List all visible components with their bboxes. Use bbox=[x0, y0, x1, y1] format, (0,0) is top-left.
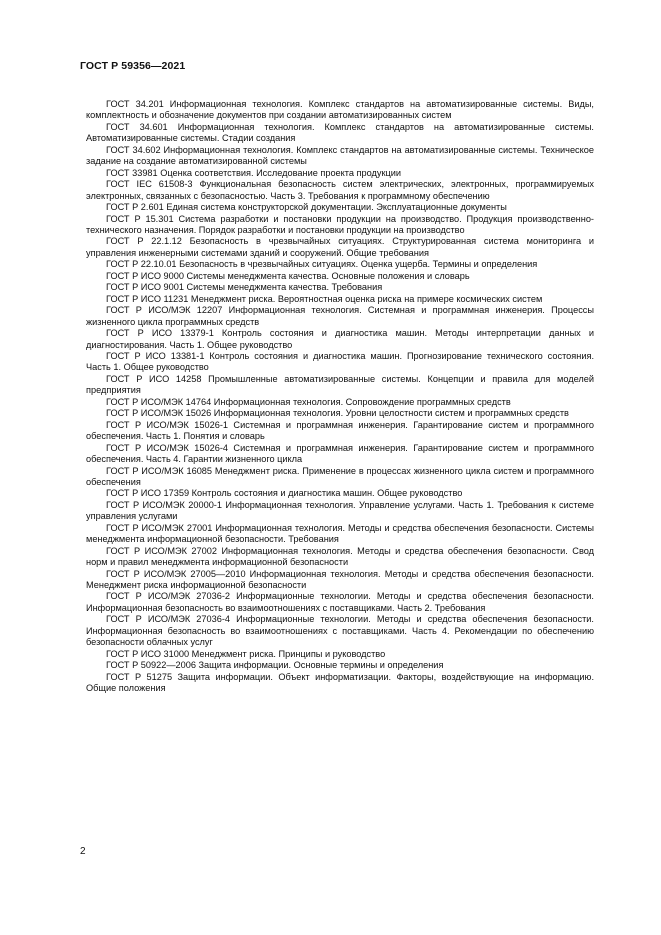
reference-list bbox=[86, 99, 594, 695]
reference-entry: ГОСТ Р ИСО/МЭК 14764 Информационная технология. Сопровождение программных средств bbox=[106, 396, 511, 407]
page-number: 2 bbox=[80, 846, 86, 857]
reference-entry: ГОСТ Р ИСО/МЭК 27002 Информационная технология. Методы и средства обеспечения безопасности. Свод норм и правил менеджмента информационной безопасности bbox=[86, 545, 594, 568]
reference-entry: ГОСТ Р ИСО/МЭК 15026-1 Системная и программная инженерия. Гарантирование систем и программного обеспечения. Часть 1. Понятия и словарь bbox=[86, 419, 594, 442]
reference-entry: ГОСТ Р ИСО 31000 Менеджмент риска. Принципы и руководство bbox=[106, 648, 386, 659]
reference-entry: ГОСТ Р 22.10.01 Безопасность в чрезвычайных ситуациях. Оценка ущерба. Термины и определения bbox=[106, 259, 538, 270]
reference-entry: ГОСТ 34.602 Информационная технология. Комплекс стандартов на автоматизированные системы. Техническое задание на создание автоматизированной системы bbox=[86, 144, 594, 167]
reference-entry: ГОСТ Р ИСО/МЭК 27001 Информационная технология. Методы и средства обеспечения безопасности. Системы менеджмента информационной безопасности. Требования bbox=[86, 522, 594, 545]
reference-entry: ГОСТ Р ИСО/МЭК 12207 Информационная технология. Системная и программная инженерия. Процессы жизненного цикла программных средств bbox=[86, 305, 594, 327]
reference-entry: ГОСТ Р ИСО/МЭК 20000-1 Информационная технология. Управление услугами. Часть 1. Требования к системе управления услугами bbox=[86, 499, 594, 522]
reference-entry: ГОСТ Р ИСО 13381-1 Контроль состояния и диагностика машин. Прогнозирование технического состояния. Часть 1. Общее руководство bbox=[86, 350, 594, 373]
reference-entry: ГОСТ Р ИСО/МЭК 27005—2010 Информационная технология. Методы и средства обеспечения безопасности. Менеджмент риска информационной безопасности bbox=[86, 568, 594, 591]
reference-entry: ГОСТ Р 22.1.12 Безопасность в чрезвычайных ситуациях. Структурированная система мониторинга и управления инженерными системами зданий и сооружений. Общие требования bbox=[86, 236, 594, 258]
reference-entry: ГОСТ 34.201 Информационная технология. Комплекс стандартов на автоматизированные системы. Виды, комплектность и обозначение документов при создании автоматизированных систем bbox=[86, 99, 594, 121]
reference-entry: ГОСТ Р ИСО/МЭК 27036-4 Информационные технологии. Методы и средства обеспечения безопасности. Информационная безопасность во взаимоотношениях с поставщиками. Часть 4. Рекомендации по обеспечению безопасности облачных услуг bbox=[86, 614, 594, 648]
document-header: ГОСТ Р 59356—2021 bbox=[80, 60, 186, 72]
reference-entry: ГОСТ 33981 Оценка соответствия. Исследование проекта продукции bbox=[106, 167, 402, 178]
reference-entry: ГОСТ Р ИСО 9000 Системы менеджмента качества. Основные положения и словарь bbox=[106, 270, 470, 281]
reference-entry: ГОСТ Р ИСО 14258 Промышленные автоматизированные системы. Концепции и правила для моделей предприятия bbox=[86, 373, 594, 396]
reference-entry: ГОСТ Р 50922—2006 Защита информации. Основные термины и определения bbox=[106, 660, 444, 671]
reference-entry: ГОСТ Р ИСО 11231 Менеджмент риска. Вероятностная оценка риска на примере космических систем bbox=[106, 293, 543, 304]
reference-entry: ГОСТ Р ИСО/МЭК 15026-4 Системная и программная инженерия. Гарантирование систем и программного обеспечения. Часть 4. Гарантии жизненного цикла bbox=[86, 442, 594, 465]
reference-entry: ГОСТ Р ИСО/МЭК 16085 Менеджмент риска. Применение в процессах жизненного цикла систем и программного обеспечения bbox=[86, 465, 594, 487]
reference-entry: ГОСТ Р ИСО/МЭК 27036-2 Информационные технологии. Методы и средства обеспечения безопасности. Информационная безопасность во взаимоотношениях с поставщиками. Часть 2. Требования bbox=[86, 591, 594, 613]
reference-entry: ГОСТ Р ИСО 9001 Системы менеджмента качества. Требования bbox=[106, 282, 383, 293]
reference-entry: ГОСТ Р ИСО 13379-1 Контроль состояния и диагностика машин. Методы интерпретации данных и диагностирования. Часть 1. Общее руководство bbox=[86, 328, 594, 350]
reference-entry: ГОСТ Р ИСО/МЭК 15026 Информационная технология. Уровни целостности систем и программных средств bbox=[106, 408, 569, 419]
reference-entry: ГОСТ Р 2.601 Единая система конструкторской документации. Эксплуатационные документы bbox=[106, 202, 507, 213]
reference-entry: ГОСТ Р ИСО 17359 Контроль состояния и диагностика машин. Общее руководство bbox=[106, 488, 463, 499]
reference-entry: ГОСТ Р 15.301 Система разработки и постановки продукции на производство. Продукция производственно-технического назначения. Порядок разработки и постановки продукции на производство bbox=[86, 213, 594, 235]
reference-entry: ГОСТ 34.601 Информационная технология. Комплекс стандартов на автоматизированные системы. Автоматизированные системы. Стадии создания bbox=[86, 121, 594, 144]
reference-entry: ГОСТ Р 51275 Защита информации. Объект информатизации. Факторы, воздействующие на информацию. Общие положения bbox=[86, 671, 594, 694]
reference-entry: ГОСТ IEC 61508-3 Функциональная безопасность систем электрических, электронных, программируемых электронных, связанных с безопасностью. Часть 3. Требования к программному обеспечению bbox=[86, 179, 594, 201]
